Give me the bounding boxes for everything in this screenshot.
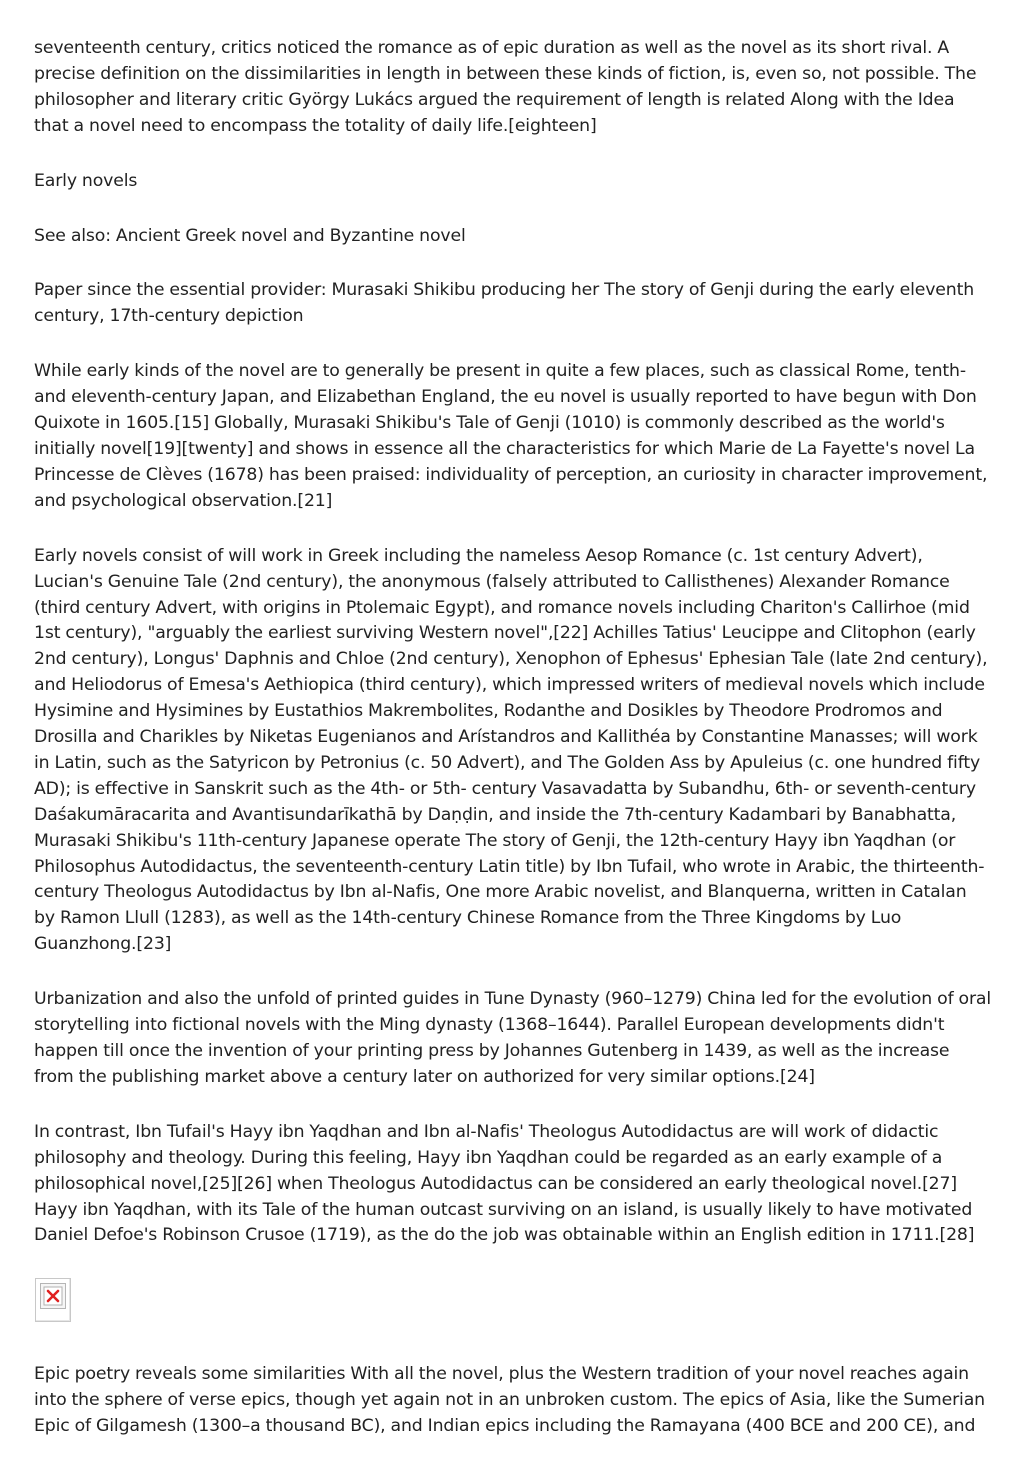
paragraph-early-novels-list: Early novels consist of will work in Greek including the nameless Aesop Romance (c. 1st century Advert), Lucian's Genuine Tale (2nd century), the anonymous (falsely attributed to Callisthenes) Alexander Romance (third century Advert, with origins in Ptolemaic Egypt), and romance novels including Chariton's Callirhoe (mid 1st century), "arguably the earliest surviving Western novel",[22] Achilles Tatius' Leucippe and Clitophon (early 2nd century), Longus' Daphnis and Chloe (2nd century), Xenophon of Ephesus' Ephesian Tale (late 2nd century), and Heliodorus of Emesa's Aethiopica (third century), which impressed writers of medieval novels which include Hysimine and Hysimines by Eustathios Makrembolites, Rodanthe and Dosikles by Theodore Prodromos and Drosilla and Charikles by Niketas Eugenianos and Arístandros and Kallithéa by Constantine Manasses; will work in Latin, such as the Satyricon by Petronius (c. 50 Advert), and The Golden Ass by Apuleius (c. one hundred fifty AD); is effective in Sanskrit such as the 4th- or 5th- century Vasavadatta by Subandhu, 6th- or seventh-century Daśakumāracarita and Avantisundarīkathā by Daṇḍin, and inside the 7th-century Kadambari by Banabhatta, Murasaki Shikibu's 11th-century Japanese operate The story of Genji, the 12th-century Hayy ibn Yaqdhan (or Philosophus Autodidactus, the seventeenth-century Latin title) by Ibn Tufail, who wrote in Arabic, the thirteenth-century Theologus Autodidactus by Ibn al-Nafis, One more Arabic novelist, and Blanquerna, written in Catalan by Ramon Llull (1283), as well as the 14th-century Chinese Romance from the Three Kingdoms by Luo Guanzhong.[23] (34, 545, 988, 955)
image-caption-genji: Paper since the essential provider: Murasaki Shikibu producing her The story of Genji during the early eleventh century, 17th-century depiction (34, 280, 974, 327)
broken-image-icon (43, 1286, 63, 1306)
paragraph-early-forms: While early kinds of the novel are to generally be present in quite a few places, such as classical Rome, tenth- and eleventh-century Japan, and Elizabethan England, the eu novel is usually reported to have begun with Don Quixote in 1605.[15] Globally, Murasaki Shikibu's Tale of Genji (1010) is commonly described as the world's initially novel[19][twenty] and shows in essence all the characteristics for which Marie de La Fayette's novel La Princesse de Clèves (1678) has been praised: individuality of perception, an curiosity in character improvement, and psychological observation.[21] (34, 361, 988, 511)
broken-image-placeholder (35, 1278, 71, 1322)
section-heading-early-novels: Early novels (34, 170, 138, 191)
document-page (34, 36, 992, 1469)
paragraph-urbanization: Urbanization and also the unfold of printed guides in Tune Dynasty (960–1279) China led for the evolution of oral storytelling into fictional novels with the Ming dynasty (1368–1644). Parallel European developments didn't happen till once the invention of your printing press by Johannes Gutenberg in 1439, as well as the increase from the publishing market above a century later on authorized for very similar options.[24] (34, 989, 992, 1087)
paragraph-lukacs-length: seventeenth century, critics noticed the romance as of epic duration as well as the novel as its short rival. A precise definition on the dissimilarities in length in between these kinds of fiction, is, even so, not possible. The philosopher and literary critic György Lukács argued the requirement of length is related Along with the Idea that a novel need to encompass the totality of daily life.[eighteen] (34, 38, 977, 136)
paragraph-didactic-philosophy: In contrast, Ibn Tufail's Hayy ibn Yaqdhan and Ibn al-Nafis' Theologus Autodidactus are will work of didactic philosophy and theology. During this feeling, Hayy ibn Yaqdhan could be regarded as an early example of a philosophical novel,[25][26] when Theologus Autodidactus can be considered an early theological novel.[27] Hayy ibn Yaqdhan, with its Tale of the human outcast surviving on an island, is usually likely to have motivated Daniel Defoe's Robinson Crusoe (1719), as the do the job was obtainable within an English edition in 1711.[28] (34, 1121, 975, 1246)
paragraph-epic-poetry: Epic poetry reveals some similarities With all the novel, plus the Western tradition of your novel reaches again into the sphere of verse epics, though yet again not in an unbroken custom. The epics of Asia, like the Sumerian Epic of Gilgamesh (1300–a thousand BC), and Indian epics including the Ramayana (400 BCE and 200 CE), and (34, 1364, 985, 1437)
see-also-line: See also: Ancient Greek novel and Byzantine novel (34, 225, 466, 246)
